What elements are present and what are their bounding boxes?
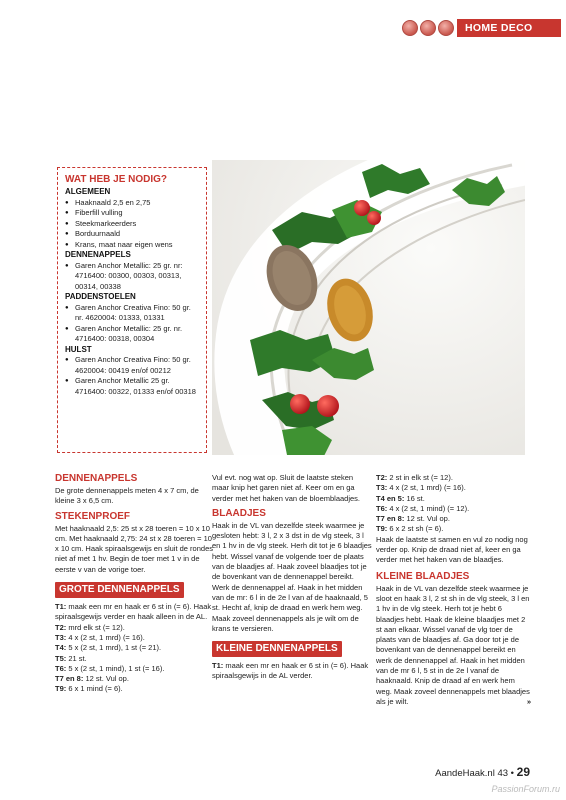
round-row bbox=[55, 623, 217, 633]
round-row bbox=[55, 602, 217, 623]
round-text: 5 x (2 st, 1 mind), 1 st (= 16). bbox=[68, 663, 165, 673]
materials-item: ● Garen Anchor Metallic 25 gr. 4716400: 00322, 01333 en/of 00318 bbox=[65, 376, 200, 397]
dot-icon bbox=[438, 20, 454, 36]
round-key: T3: bbox=[55, 632, 67, 642]
heading-grote-dennenappels: GROTE DENNENAPPELS bbox=[55, 582, 184, 598]
round-text: maak een mr en haak er 6 st in (= 6). Haak spiraalsgewijs verder en haak alleen in de AL. bbox=[55, 602, 212, 622]
round-row bbox=[376, 494, 531, 504]
round-key: T7 en 8: bbox=[376, 514, 405, 524]
page-footer bbox=[435, 765, 530, 781]
paragraph-size: De grote dennenappels meten 4 x 7 cm, de kleine 3 x 6,5 cm. bbox=[55, 486, 199, 506]
heading-blaadjes: BLAADJES bbox=[212, 507, 266, 519]
round-key: T4 en 5: bbox=[376, 493, 405, 503]
paragraph-text: Haak in de VL van dezelfde steek waarmee je sloot en haak 3 l, 2 st sh in de vlg steek, 3 l en 1 hv in de vlg steek. Herh tot je hebt 6 blaadjes hebt. Haak de kleine blaadjes met 2 st aan elkaar. Wissel vanaf de vlg toer de plaats van de blaadjes af. Ga door tot je de bovenkant van de dennenappel bereikt en werk de dennenappel af. Haak in het midden van de mr 6 l, 5 st in de 2e l vanaf de haaknaald. Knip de draad af en werk hem weg. Maak zoveel dennenappels met blaadjes als je wilt. bbox=[376, 583, 530, 706]
round-key: T4: bbox=[55, 643, 67, 653]
rounds-list bbox=[376, 473, 531, 535]
round-row bbox=[376, 483, 531, 493]
heading-kleine-blaadjes: KLEINE BLAADJES bbox=[376, 570, 470, 582]
round-key: T9: bbox=[55, 684, 67, 694]
round-text: 6 x 1 mind (= 6). bbox=[68, 684, 123, 694]
round-row bbox=[376, 514, 531, 524]
dot-icon bbox=[402, 20, 418, 36]
round-text: 12 st. Vul op. bbox=[85, 674, 129, 684]
round-row bbox=[55, 643, 217, 653]
round-row bbox=[55, 654, 217, 664]
materials-item: ● Haaknaald 2,5 en 2,75 bbox=[65, 198, 200, 209]
materials-section-heading: HULST bbox=[65, 344, 92, 354]
round-key: T1: bbox=[212, 661, 224, 671]
rounds-list bbox=[212, 661, 372, 682]
round-key: T3: bbox=[376, 483, 388, 493]
round-key: T6: bbox=[55, 663, 67, 673]
wreath-illustration bbox=[212, 160, 525, 455]
continue-arrow-icon: » bbox=[526, 696, 531, 706]
materials-item: ● Garen Anchor Metallic: 25 gr. nr. 4716400: 00318, 00304 bbox=[65, 324, 200, 345]
materials-list bbox=[65, 303, 200, 345]
round-text: 2 st in elk st (= 12). bbox=[389, 473, 453, 482]
page-number: 29 bbox=[516, 765, 530, 779]
round-key: T9: bbox=[376, 524, 388, 534]
heading-stekenproef: STEKENPROEF bbox=[55, 510, 131, 522]
round-row bbox=[55, 674, 217, 684]
column-1 bbox=[55, 473, 217, 695]
round-row bbox=[55, 684, 217, 694]
materials-section-heading: DENNENAPPELS bbox=[65, 250, 131, 259]
round-text: 4 x (2 st, 1 mrd) (= 16). bbox=[68, 632, 145, 642]
round-row bbox=[376, 473, 531, 483]
footer-separator: • bbox=[510, 768, 514, 779]
materials-item: ● Borduurnaald bbox=[65, 229, 200, 240]
header-dots bbox=[402, 20, 454, 36]
round-key: T2: bbox=[55, 622, 67, 632]
materials-item: ● Garen Anchor Creativa Fino: 50 gr. 4620004: 00419 en/of 00212 bbox=[65, 355, 200, 376]
round-row bbox=[55, 633, 217, 643]
materials-box bbox=[57, 167, 207, 453]
column-3 bbox=[376, 473, 531, 710]
round-key: T6: bbox=[376, 503, 388, 513]
materials-sections bbox=[65, 187, 200, 397]
round-text: maak een mr en haak er 6 st in (= 6). Haak spiraalsgewijs in de AL verder. bbox=[212, 661, 369, 681]
materials-list bbox=[65, 198, 200, 251]
round-key: T7 en 8: bbox=[55, 674, 84, 684]
materials-list bbox=[65, 261, 200, 293]
round-text: 4 x (2 st, 1 mrd) (= 16). bbox=[389, 483, 466, 493]
round-key: T1: bbox=[55, 602, 67, 612]
materials-item: ● Garen Anchor Creativa Fino: 50 gr. nr. 4620004: 01333, 01331 bbox=[65, 303, 200, 324]
paragraph-close: Haak de laatste st samen en vul zo nodig nog verder op. Knip de draad niet af, keer en ga verder met het haken van de blaadjes. bbox=[376, 534, 528, 565]
section-label: HOME DECO bbox=[457, 19, 561, 37]
round-key: T5: bbox=[55, 653, 67, 663]
materials-list bbox=[65, 355, 200, 397]
materials-section-heading: ALGEMEEN bbox=[65, 187, 111, 196]
materials-title: WAT HEB JE NODIG? bbox=[65, 174, 168, 185]
heading-dennenappels: DENNENAPPELS bbox=[55, 473, 138, 484]
section-header bbox=[402, 19, 561, 37]
materials-item: ● Garen Anchor Metallic: 25 gr. nr: 4716400: 00300, 00303, 00313, 00314, 00338 bbox=[65, 261, 200, 293]
materials-item: ● Steekmarkeerders bbox=[65, 219, 200, 230]
round-row bbox=[212, 661, 372, 682]
footer-site: AandeHaak.nl 43 bbox=[435, 768, 509, 779]
paragraph-continue: Vul evt. nog wat op. Sluit de laatste steken maar knip het garen niet af. Keer om en ga verder met het haken van de bloemblaadjes. bbox=[212, 473, 361, 503]
dot-icon bbox=[420, 20, 436, 36]
round-text: mrd elk st (= 12). bbox=[68, 622, 125, 632]
heading-kleine-dennenappels: KLEINE DENNENAPPELS bbox=[212, 641, 342, 657]
watermark: PassionForum.ru bbox=[491, 784, 560, 794]
round-text: 21 st. bbox=[68, 653, 87, 663]
materials-item: ● Krans, maat naar eigen wens bbox=[65, 240, 200, 251]
round-text: 4 x (2 st, 1 mind) (= 12). bbox=[389, 503, 470, 513]
wreath-photo bbox=[212, 160, 525, 455]
materials-section-heading: PADDENSTOELEN bbox=[65, 292, 136, 301]
round-text: 16 st. bbox=[406, 493, 425, 503]
rounds-list bbox=[55, 602, 217, 695]
round-row bbox=[55, 664, 217, 674]
paragraph-gauge: Met haaknaald 2,5: 25 st x 28 toeren = 10 x 10 cm. Met haaknaald 2,75: 24 st x 28 toeren = 10 x 10 cm. Haak spiraalsgewijs en sluit de rondes niet af met 1 hv. Begin de toer met 1 v in de eerste v van de vorige toer. bbox=[55, 523, 213, 574]
round-row bbox=[376, 504, 531, 514]
round-row bbox=[376, 524, 531, 534]
paragraph-blaadjes: Haak in de VL van dezelfde steek waarmee je gesloten hebt: 3 l, 2 x 3 dst in de vlg steek, 3 l en 1 hv in de vlg steek. Herh dit tot je 6 blaadjes hebt. Wissel vanaf de volgende toer de plaats van de blaadjes af. Haak zoveel blaadjes tot je de bovenkant van de dennenappel bereikt. Werk de dennenappel af. Haak in het midden van de mr: 6 l in de 2e l van af de haaknaald, 5 st. Hecht af, knip de draad en werk hem weg. Maak zoveel dennenappels als je wilt om de krans te versieren. bbox=[212, 520, 372, 633]
paragraph-kleine-blaadjes bbox=[376, 584, 531, 708]
round-text: 6 x 2 st sh (= 6). bbox=[389, 524, 444, 534]
round-key: T2: bbox=[376, 473, 388, 482]
column-2 bbox=[212, 473, 372, 682]
round-text: 12 st. Vul op. bbox=[406, 514, 450, 524]
materials-item: ● Fiberfill vulling bbox=[65, 208, 200, 219]
round-text: 5 x (2 st, 1 mrd), 1 st (= 21). bbox=[68, 643, 162, 653]
